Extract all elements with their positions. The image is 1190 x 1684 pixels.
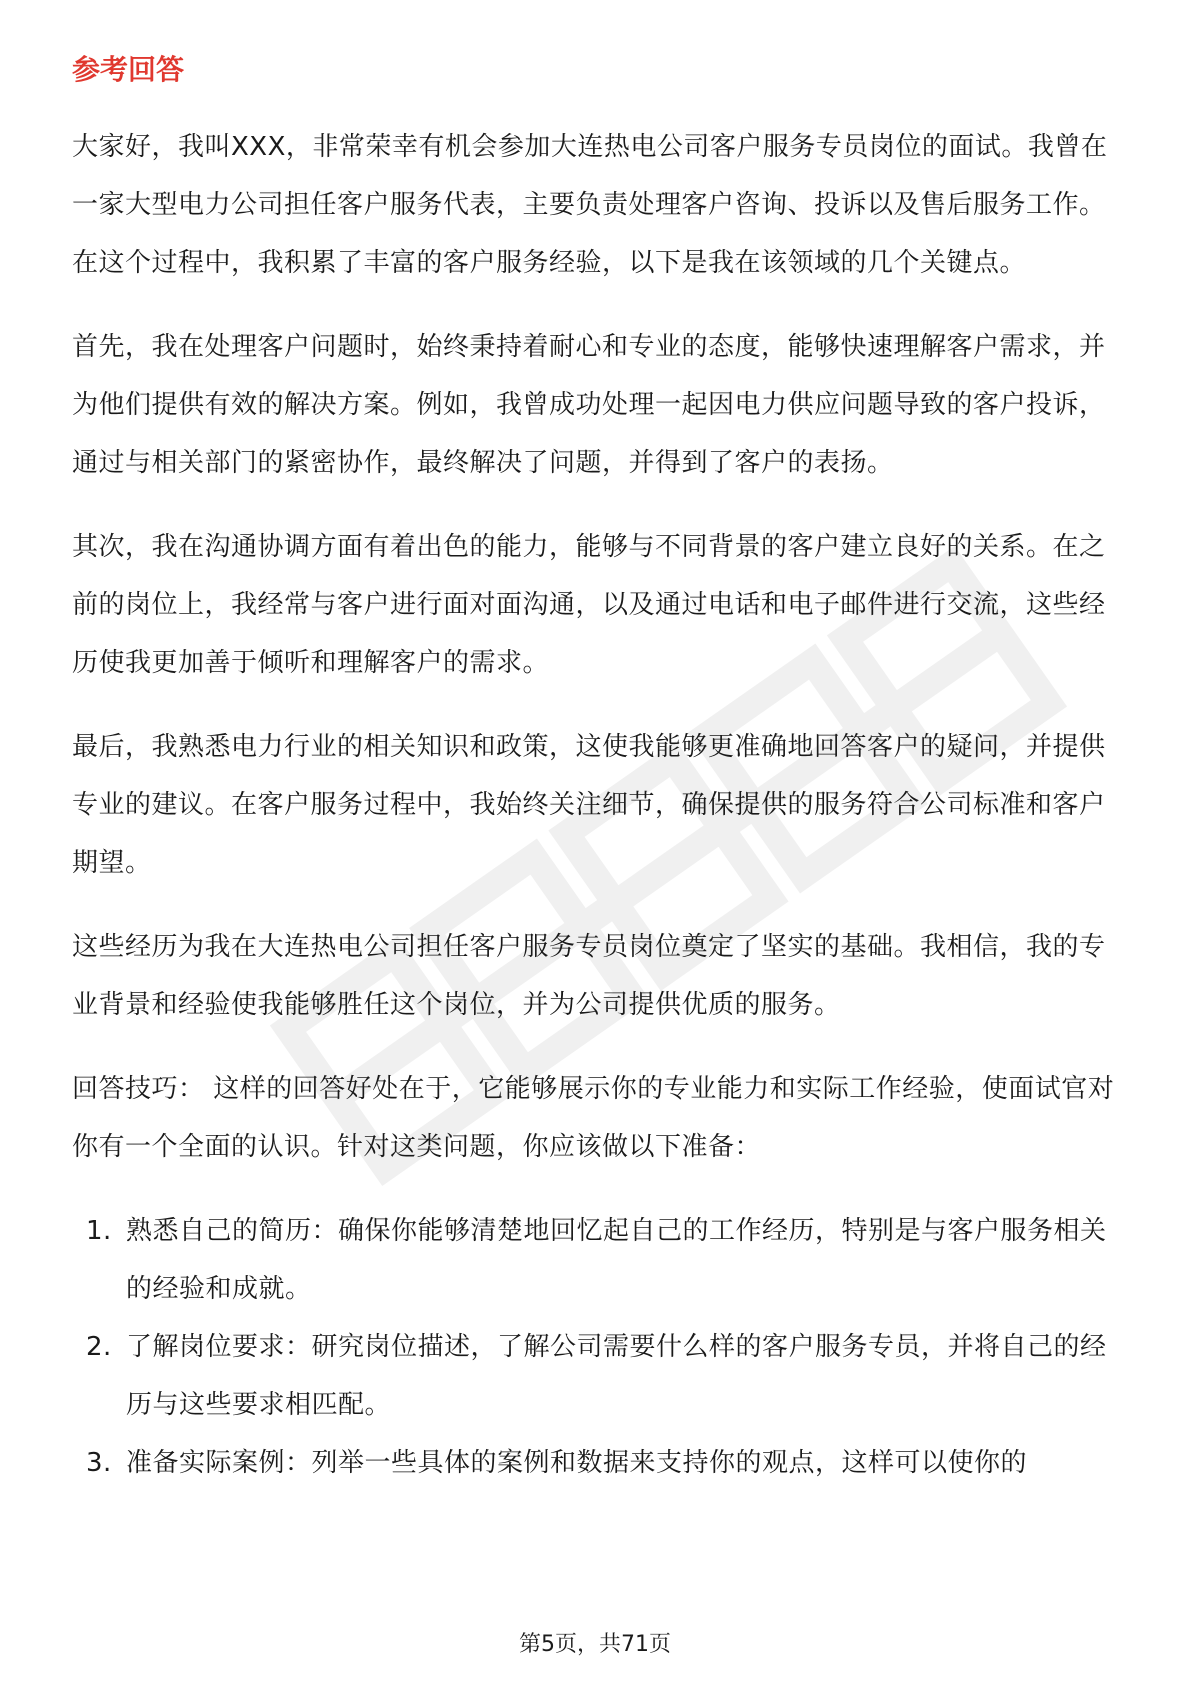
paragraph-last: 最后，我熟悉电力行业的相关知识和政策，这使我能够更准确地回答客户的疑问，并提供专业的建议。在客户服务过程中，我始终关注细节，确保提供的服务符合公司标准和客户期望。: [72, 732, 1106, 878]
paragraph-intro: 大家好，我叫XXX，非常荣幸有机会参加大连热电公司客户服务专员岗位的面试。我曾在一家大型电力公司担任客户服务代表，主要负责处理客户咨询、投诉以及售后服务工作。在这个过程中，我积累了丰富的客户服务经验，以下是我在该领域的几个关键点。: [72, 132, 1108, 278]
paragraph-conclusion: 这些经历为我在大连热电公司担任客户服务专员岗位奠定了坚实的基础。我相信，我的专业背景和经验使我能够胜任这个岗位，并为公司提供优质的服务。: [72, 932, 1106, 1020]
answer-content: [72, 48, 1122, 1492]
section-heading: 参考回答: [72, 53, 185, 86]
paragraph-first: 首先，我在处理客户问题时，始终秉持着耐心和专业的态度，能够快速理解客户需求，并为他们提供有效的解决方案。例如，我曾成功处理一起因电力供应问题导致的客户投诉，通过与相关部门的紧密协作，最终解决了问题，并得到了客户的表扬。: [72, 332, 1106, 478]
list-item: [72, 1318, 1122, 1434]
list-item-number: 1.: [86, 1216, 112, 1246]
list-item-text: 熟悉自己的简历：确保你能够清楚地回忆起自己的工作经历，特别是与客户服务相关的经验和成就。: [126, 1216, 1107, 1304]
list-item-text: 了解岗位要求：研究岗位描述，了解公司需要什么样的客户服务专员，并将自己的经历与这些要求相匹配。: [126, 1332, 1107, 1420]
list-item: [72, 1434, 1122, 1492]
list-item: [72, 1202, 1122, 1318]
list-item-number: 3.: [86, 1448, 112, 1478]
paragraph-second: 其次，我在沟通协调方面有着出色的能力，能够与不同背景的客户建立良好的关系。在之前的岗位上，我经常与客户进行面对面沟通，以及通过电话和电子邮件进行交流，这些经历使我更加善于倾听和理解客户的需求。: [72, 532, 1106, 678]
page-number-footer: 第5页，共71页: [519, 1632, 671, 1657]
tips-list: [72, 1202, 1122, 1492]
list-item-text: 准备实际案例：列举一些具体的案例和数据来支持你的观点，这样可以使你的: [126, 1448, 1028, 1478]
paragraph-tips-intro: 回答技巧： 这样的回答好处在于，它能够展示你的专业能力和实际工作经验，使面试官对你有一个全面的认识。针对这类问题，你应该做以下准备：: [72, 1074, 1115, 1162]
list-item-number: 2.: [86, 1332, 112, 1362]
